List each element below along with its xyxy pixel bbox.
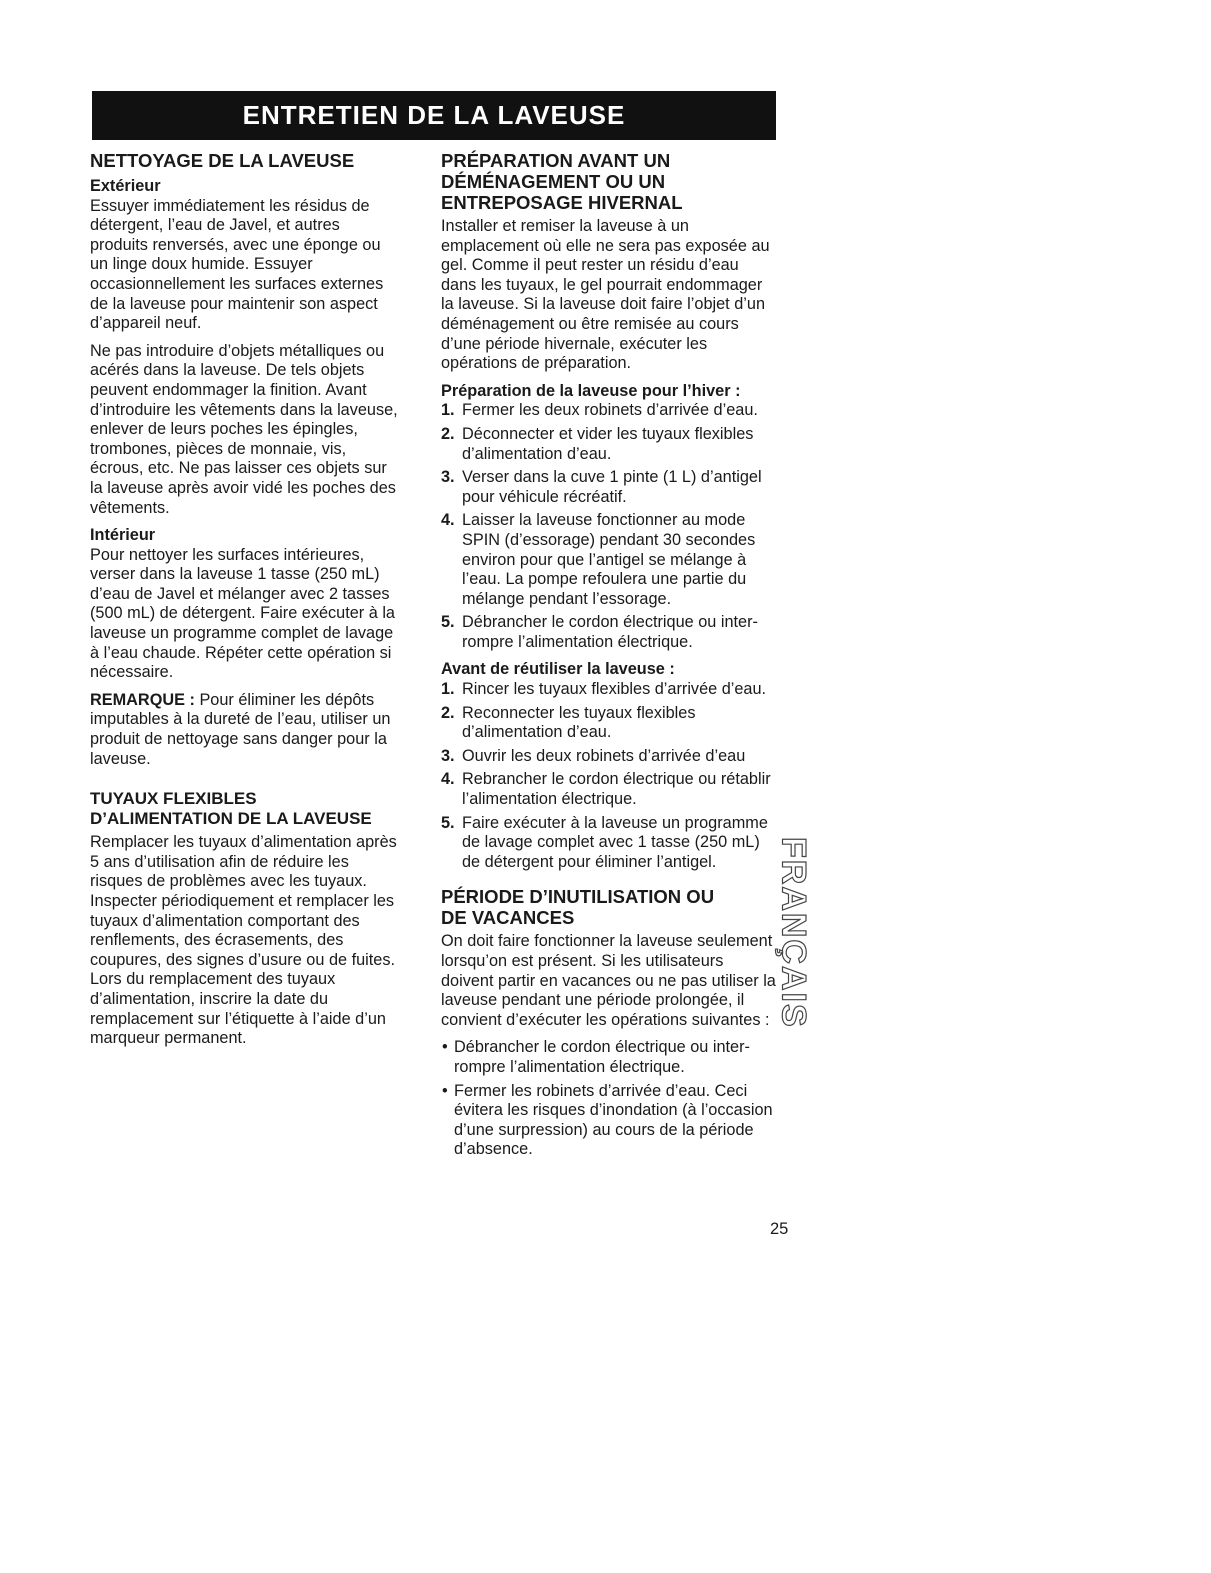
winter-heading: Préparation de la laveuse pour l’hiver : [441,381,741,400]
exterior-heading: Extérieur [90,177,161,195]
winter-step [441,511,776,609]
moving-title: PRÉPARATION AVANT UN DÉMÉNAGEMENT OU UN ENTREPOSAGE HIVERNAL [441,150,683,213]
reuse-step [441,680,776,700]
page-banner [92,91,776,140]
page-number: 25 [770,1220,789,1238]
hoses-title [90,789,400,829]
step-text: Ouvrir les deux robinets d’arrivée d’eau [462,746,746,765]
reuse-steps [441,680,776,872]
language-side-tab [773,822,813,1044]
step-number: 2. [441,703,455,722]
vacation-paragraph: On doit faire fonctionner la laveuse seulement lorsqu’on est présent. Si les utilisateurs doivent partir en vacances ou ne pas utiliser la laveuse pendant une période prolongée, il convient d’exécuter les opérations suivantes : [441,932,776,1029]
reuse-step [441,814,776,873]
moving-section [441,150,776,872]
exterior-paragraph-1: Essuyer immédiatement les résidus de détergent, l’eau de Javel, et autres produits renversés, avec une éponge ou un linge doux humide. Essuyer occasionnellement les surfaces externes de la laveuse pour maintenir son aspect d’appareil neuf. [90,196,384,333]
step-number: 1. [441,680,455,699]
interior-paragraph: Pour nettoyer les surfaces intérieures, verser dans la laveuse 1 tasse (250 mL) d’eau de Javel et mélanger avec 2 tasses (500 mL) de détergent. Faire exécuter à la laveuse un programme complet de lavage à l’eau chaude. Répéter cette opération si nécessaire. [90,545,395,682]
hoses-title-line-2: D’ALIMENTATION DE LA LAVEUSE [90,809,372,829]
cleaning-section [90,150,400,769]
interior-heading: Intérieur [90,526,156,545]
vacation-section [441,886,776,1160]
vacation-title-line-2: DE VACANCES [441,907,575,929]
step-text: Rebrancher le cordon électrique ou rétablir l’alimentation électrique. [462,770,771,809]
vacation-bullet: • Fermer les robinets d’arrivée d’eau. Ceci évitera les risques d’inondation (à l’occasion d’une surpression) au cours de la période d’absence. [441,1082,776,1160]
left-column [90,150,400,1063]
step-number: 4. [441,770,455,789]
winter-step [441,468,776,507]
cleaning-title: NETTOYAGE DE LA LAVEUSE [90,150,355,171]
step-number: 3. [441,468,455,487]
note-label: REMARQUE : [90,690,195,709]
step-number: 3. [441,746,455,765]
right-column [441,150,776,1174]
step-number: 4. [441,511,455,530]
vacation-title-line-1: PÉRIODE D’INUTILISATION OU [441,886,715,908]
moving-paragraph: Installer et remiser la laveuse à un emplacement où elle ne sera pas exposée au gel. Comme il peut rester un résidu d’eau dans les tuyaux, le gel pourrait endommager la laveuse. Si la laveuse doit faire l’objet d’un déménagement ou être remisée au cours d’une période hivernale, exécuter les opérations de préparation. [441,217,770,373]
reuse-step [441,747,776,767]
language-tab-label: FRANÇAIS [774,837,813,1029]
winter-step [441,401,776,421]
exterior-paragraph-2: Ne pas introduire d’objets métalliques ou acérés dans la laveuse. De tels objets peuvent endommager la finition. Avant d’introduire les vêtements dans la laveuse, enlever de leurs poches les épingles, trombones, pièces de monnaie, vis, écrous, etc. Ne pas laisser ces objets sur la laveuse après avoir vidé les poches des vêtements. [90,341,398,517]
step-text: Verser dans la cuve 1 pinte (1 L) d’antigel pour véhicule récréatif. [462,468,762,506]
hoses-section [90,789,400,1049]
hoses-paragraph: Remplacer les tuyaux d’alimentation après 5 ans d’utilisation afin de réduire les risques de problèmes avec les tuyaux. Inspecter périodiquement et remplacer les tuyaux d’alimentation comportant des renflements, des écrasements, des coupures, des signes d’usure ou de fuites. Lors du remplacement des tuyaux d’alimentation, inscrire la date du remplacement sur l’étiquette à l’aide d’un marqueur permanent. [90,833,397,1048]
banner-title: ENTRETIEN DE LA LAVEUSE [242,100,626,130]
step-text: Fermer les deux robinets d’arrivée d’eau. [462,401,758,420]
step-text: Reconnecter les tuyaux flexibles d’alimentation d’eau. [462,703,696,742]
winter-step [441,613,776,652]
hoses-title-line-1: TUYAUX FLEXIBLES [90,789,257,809]
vacation-title [441,886,776,928]
step-text: Rincer les tuyaux flexibles d’arrivée d’eau. [462,680,767,699]
step-number: 2. [441,424,455,443]
winter-steps [441,401,776,652]
step-text: Laisser la laveuse fonctionner au mode SPIN (d’essorage) pendant 30 secondes environ pour que l’antigel se mélange à l’eau. La pompe refoulera une partie du mélange pendant l’essorage. [462,511,756,608]
note-text: Pour éliminer les dépôts imputables à la dureté de l’eau, utiliser un produit de nettoyage sans danger pour la laveuse. [90,690,391,768]
step-text: Faire exécuter à la laveuse un programme de lavage complet avec 1 tasse (250 mL) de détergent pour éliminer l’antigel. [462,813,768,871]
reuse-step [441,704,776,743]
winter-step [441,425,776,464]
step-number: 5. [441,613,455,632]
step-text: Déconnecter et vider les tuyaux flexibles d’alimentation d’eau. [462,424,754,463]
step-text: Débrancher le cordon électrique ou inter-rompre l’alimentation électrique. [462,613,758,651]
step-number: 5. [441,813,455,832]
vacation-bullet: • Débrancher le cordon électrique ou inter-rompre l’alimentation électrique. [441,1038,776,1077]
reuse-step [441,770,776,809]
note-paragraph [90,691,400,769]
vacation-bullets [441,1038,776,1160]
reuse-heading: Avant de réutiliser la laveuse : [441,660,675,679]
step-number: 1. [441,401,455,420]
